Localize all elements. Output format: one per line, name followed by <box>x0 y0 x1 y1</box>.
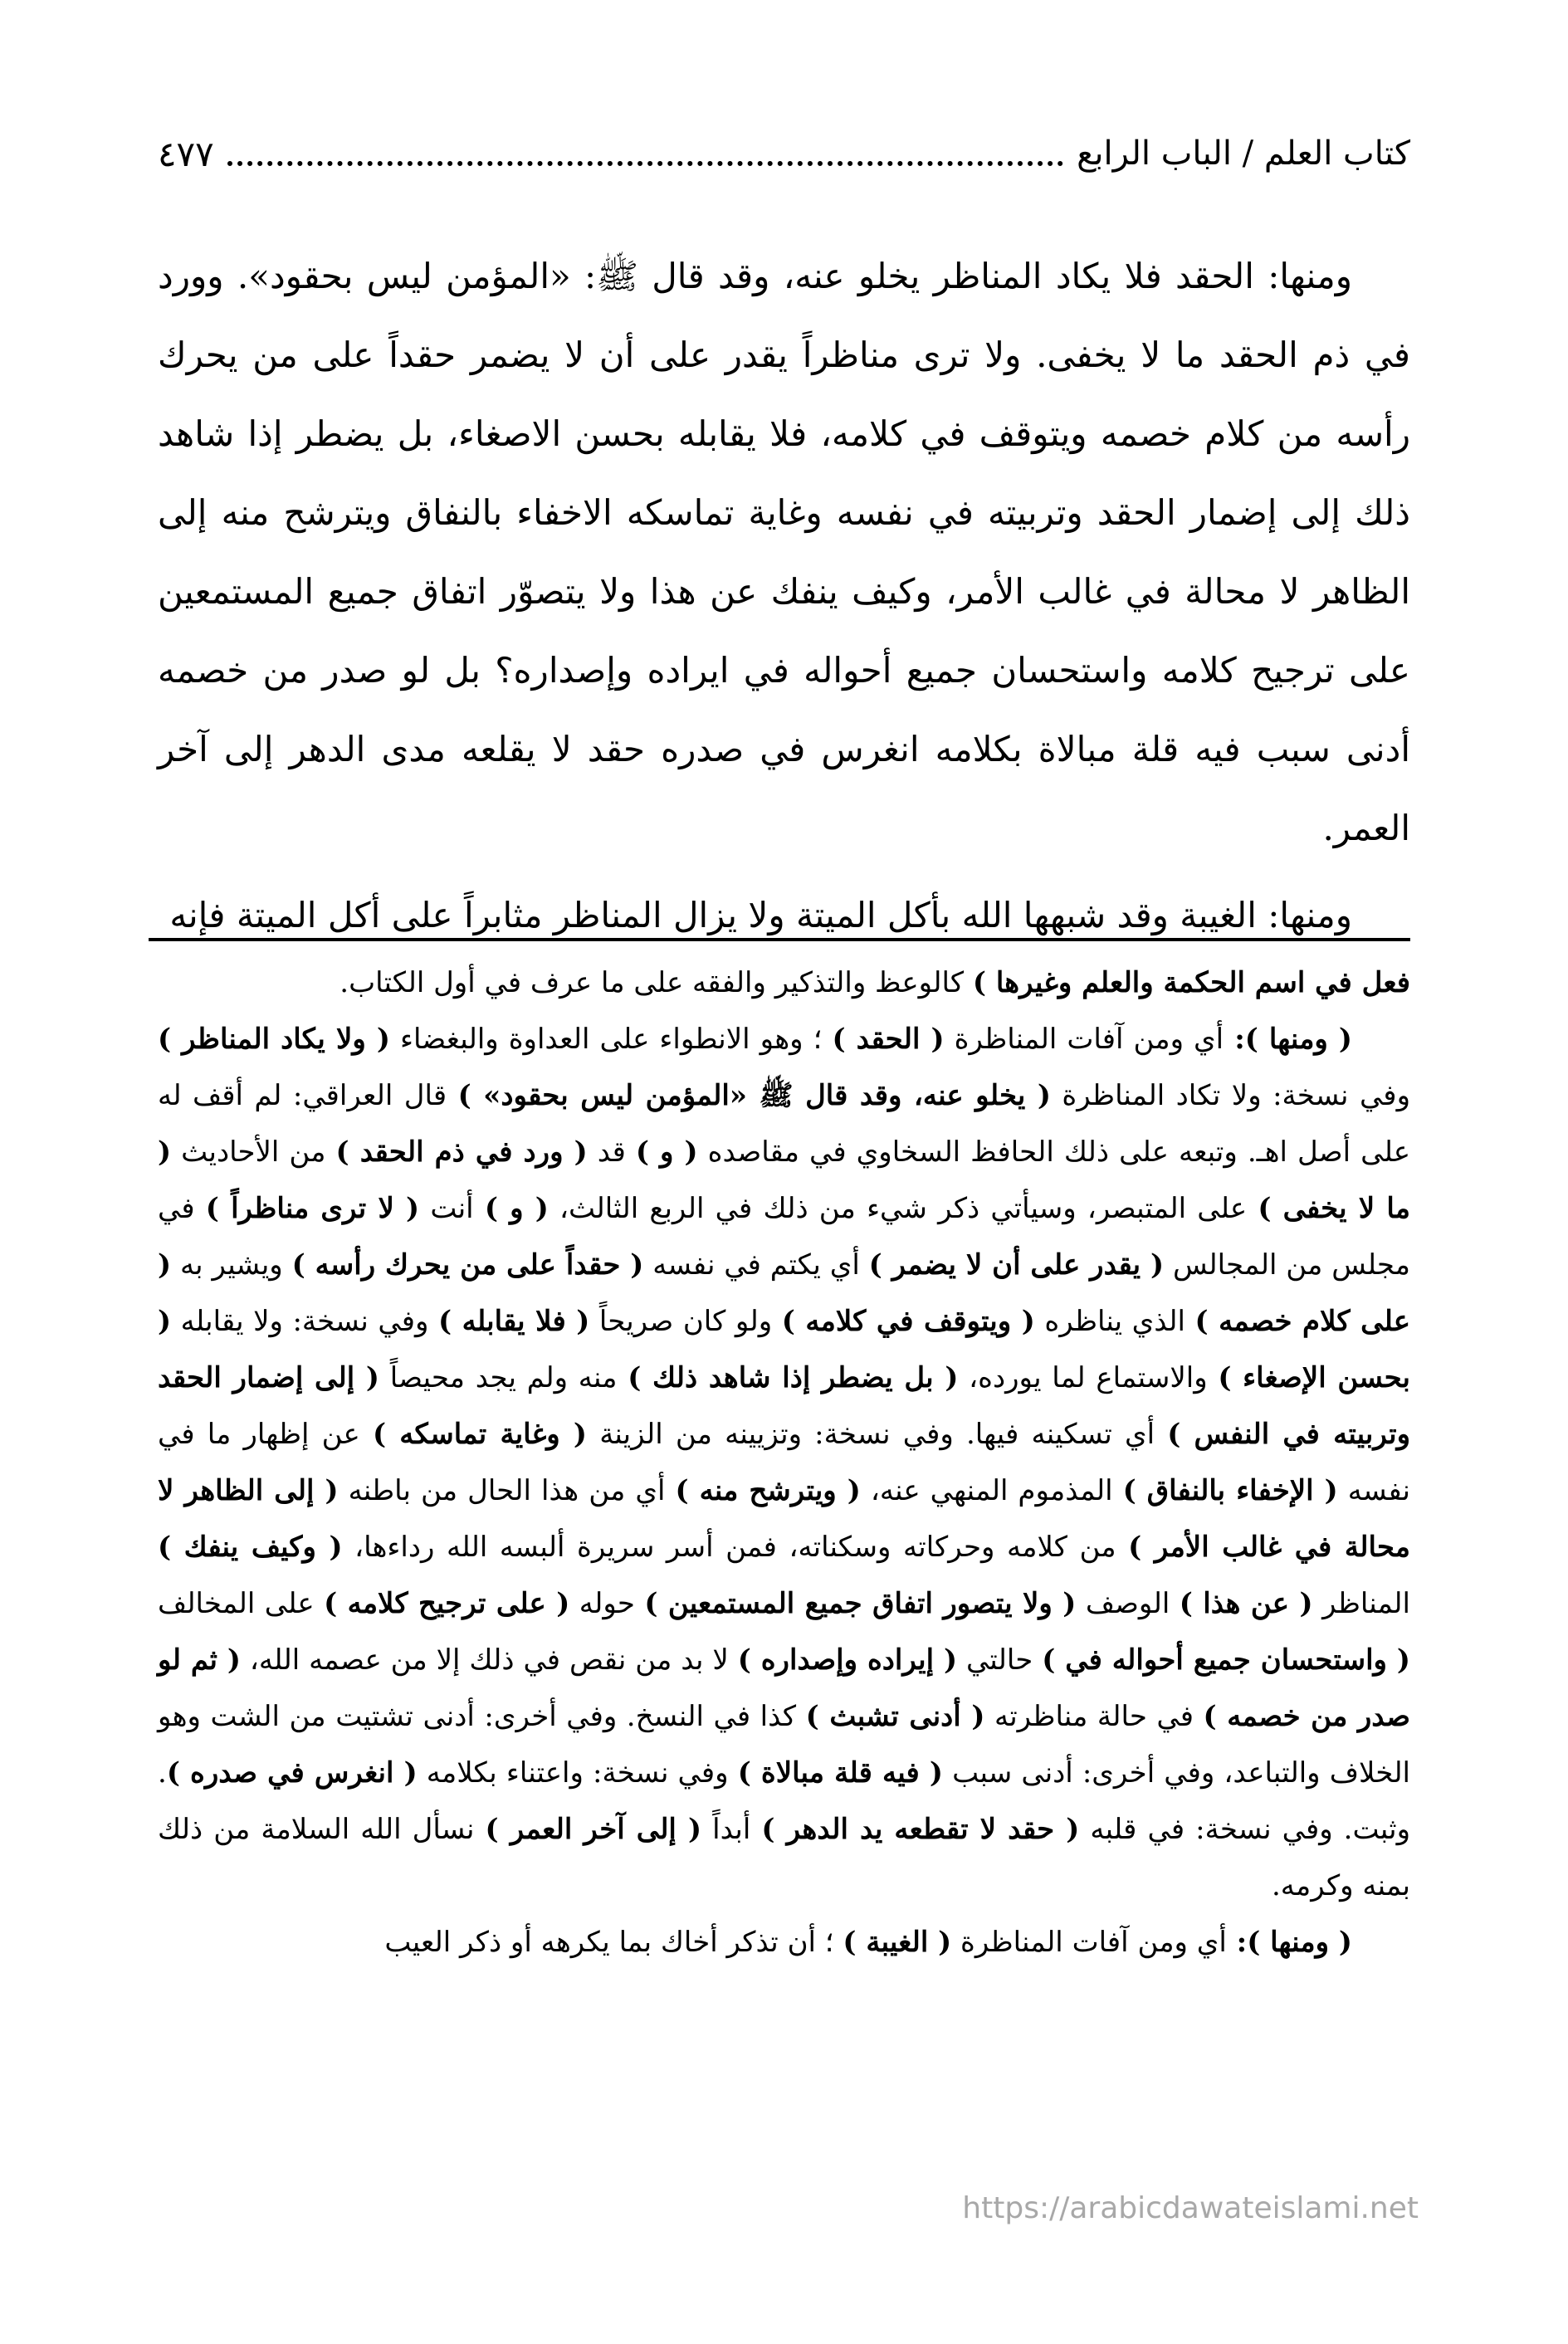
lemma-text: ( و ) <box>484 1192 549 1225</box>
lemma-text: ( ثم لو صدر من خصمه ) <box>158 1643 1410 1733</box>
lemma-text: ( إيراده وإصداره ) <box>737 1643 958 1677</box>
gloss-text: ويشير به <box>171 1248 292 1282</box>
gloss-text: أنت <box>419 1192 485 1225</box>
gloss-text: ولو كان صريحاً <box>589 1305 782 1338</box>
lemma-text: ( حقداً على من يحرك رأسه ) <box>291 1248 644 1282</box>
lemma-text: ( ومنها ): <box>1224 1023 1352 1056</box>
chapter-title: كتاب العلم / الباب الرابع <box>1077 134 1410 173</box>
gloss-text: أبداً <box>701 1813 762 1846</box>
lemma-text: ( انغرس في صدره ) <box>166 1756 418 1790</box>
gloss-text: أي من هذا الحال من باطنه <box>338 1474 676 1507</box>
gloss-text: المذموم المنهي عنه، <box>860 1474 1123 1507</box>
lemma-text: ( ما لا يخفى ) <box>158 1135 1410 1225</box>
gloss-text: . وثبت. وفي نسخة: في قلبه <box>158 1756 1411 1846</box>
lemma-text: ( يخلو عنه، وقد قال ﷺ «المؤمن ليس بحقود» ) <box>457 1079 1051 1112</box>
lemma-text: ( بل يضطر إذا شاهد ذلك ) <box>628 1361 959 1394</box>
gloss-text: قال العراقي: لم أقف له على أصل اهـ. وتبعه على ذلك الحافظ السخاوي في مقاصده <box>158 1079 1411 1169</box>
gloss-text: على المتبصر، وسيأتي ذكر شيء من ذلك في الربع الثالث، <box>548 1192 1258 1225</box>
gloss-text: من كلامه وحركاته وسكناته، فمن أسر سريرة ألبسه الله رداءها، <box>342 1531 1129 1564</box>
lemma-text: ( واستحسان جميع أحواله في ) <box>1042 1643 1411 1677</box>
gloss-text: في حالة مناظرته <box>984 1700 1204 1733</box>
commentary-paragraph <box>158 1914 1410 1970</box>
lemma-text: ( على كلام خصمه ) <box>158 1248 1411 1338</box>
main-paragraph: ومنها: الغيبة وقد شبهها الله بأكل الميتة ولا يزال المناظر مثابراً على أكل الميتة فإنه <box>169 895 1352 935</box>
lemma-text: ( إلى الظاهر لا محالة في غالب الأمر ) <box>158 1474 1411 1564</box>
commentary-paragraph <box>158 1011 1410 1914</box>
main-text <box>158 237 1410 955</box>
lemma-text: ( يقدر على أن لا يضمر ) <box>868 1248 1165 1282</box>
commentary-section <box>158 955 1410 1970</box>
gloss-text: أي يكتم في نفسه <box>643 1248 869 1282</box>
lemma-text: ( عن هذا ) <box>1179 1587 1313 1620</box>
gloss-text: كذا في النسخ. وفي أخرى: أدنى تشتيت من الشت وهو الخلاف والتباعد، وفي أخرى: أدنى سبب <box>158 1700 1411 1790</box>
commentary-paragraph <box>158 955 1410 1011</box>
lemma-text: ( ويترشح منه ) <box>675 1474 861 1507</box>
gloss-text: المناظر <box>1312 1587 1410 1620</box>
watermark-url: https://arabicdawateislami.net <box>962 2191 1419 2225</box>
lemma-text: ( فيه قلة مبالاة ) <box>737 1756 943 1790</box>
gloss-text: كالوعظ والتذكير والفقه على ما عرف في أول الكتاب. <box>339 966 973 999</box>
lemma-text: ( لا ترى مناظراً ) <box>205 1192 420 1225</box>
gloss-text: لا بد من نقص في ذلك إلا من عصمه الله، <box>240 1643 738 1677</box>
gloss-text: نسأل الله السلامة من ذلك بمنه وكرمه. <box>158 1813 1410 1902</box>
gloss-text: أي تسكينه فيها. وفي نسخة: وتزيينه من الزينة <box>587 1418 1168 1451</box>
lemma-text: ( الغيبة ) <box>843 1926 952 1959</box>
gloss-text: قد <box>587 1135 636 1169</box>
gloss-text: من الأحاديث <box>171 1135 336 1169</box>
lemma-text: ( ولا يتصور اتفاق جميع المستمعين ) <box>644 1587 1077 1620</box>
page-number: ٤٧٧ <box>158 133 214 174</box>
gloss-text: على المخالف <box>158 1587 325 1620</box>
gloss-text: الذي يناظره <box>1034 1305 1195 1338</box>
lemma-text: ( ورد في ذم الحقد ) <box>335 1135 588 1169</box>
separator-line <box>149 938 1410 941</box>
gloss-text: والاستماع لما يورده، <box>958 1361 1219 1394</box>
lemma-text: ( الحقد ) <box>832 1023 945 1056</box>
lemma-text: ( ويتوقف في كلامه ) <box>781 1305 1035 1338</box>
gloss-text: وفي نسخة: واعتناء بكلامه <box>417 1756 738 1790</box>
gloss-text: في مجلس من المجالس <box>158 1192 1410 1282</box>
lemma-text: ( إلى آخر العمر ) <box>485 1813 702 1846</box>
gloss-text: ؛ وهو الانطواء على العداوة والبغضاء <box>389 1023 833 1056</box>
running-header <box>158 125 1410 183</box>
main-paragraph: ومنها: الحقد فلا يكاد المناظر يخلو عنه، وقد قال ﷺ: «المؤمن ليس بحقود». وورد في ذم الحقد ما لا يخفى. ولا ترى مناظراً يقدر على أن لا يضمر حقداً على من يحرك رأسه من كلام خصمه ويتوقف في كلامه، فلا يقابله بحسن الاصغاء، بل يضطر إذا شاهد ذلك إلى إضمار الحقد وتربيته في نفسه وغاية تماسكه الاخفاء بالنفاق ويترشح منه إلى الظاهر لا محالة في غالب الأمر، وكيف ينفك عن هذا ولا يتصوّر اتفاق جميع المستمعين على ترجيح كلامه واستحسان جميع أحواله في ايراده وإصداره؟ بل لو صدر من خصمه أدنى سبب فيه قلة مبالاة بكلامه انغرس في صدره حقد لا يقلعه مدى الدهر إلى آخر العمر. <box>158 256 1410 848</box>
lemma-text: ( ومنها ): <box>1226 1926 1352 1959</box>
lemma-text: ( و ) <box>635 1135 698 1169</box>
gloss-text: حوله <box>569 1587 645 1620</box>
lemma-text: ( أدنى تشبث ) <box>805 1700 985 1733</box>
lemma-text: ( وغاية تماسكه ) <box>373 1418 588 1451</box>
gloss-text: أي ومن آفات المناظرة <box>951 1926 1227 1959</box>
gloss-text: منه ولم يجد محيصاً <box>379 1361 628 1394</box>
leader-dots <box>227 161 1063 166</box>
lemma-text: ( على ترجيح كلامه ) <box>324 1587 570 1620</box>
gloss-text: ؛ أن تذكر أخاك بما يكرهه أو ذكر العيب <box>384 1926 843 1959</box>
gloss-text: عن إظهار ما في نفسه <box>158 1418 1411 1507</box>
lemma-text: فعل في اسم الحكمة والعلم وغيرها ) <box>972 966 1410 999</box>
lemma-text: ( ولا يكاد المناظر ) <box>158 1023 390 1056</box>
lemma-text: ( إلى إضمار الحقد وتربيته في النفس ) <box>158 1361 1410 1451</box>
gloss-text: وفي نسخة: ولا يقابله <box>171 1305 438 1338</box>
lemma-text: ( بحسن الإصغاء ) <box>158 1305 1411 1394</box>
lemma-text: ( الإخفاء بالنفاق ) <box>1122 1474 1338 1507</box>
lemma-text: ( حقد لا تقطعه يد الدهر ) <box>761 1813 1080 1846</box>
gloss-text: الوصف <box>1076 1587 1180 1620</box>
gloss-text: حالتي <box>957 1643 1043 1677</box>
lemma-text: ( وكيف ينفك ) <box>158 1531 343 1564</box>
gloss-text: وفي نسخة: ولا تكاد المناظرة <box>1050 1079 1410 1112</box>
lemma-text: ( فلا يقابله ) <box>437 1305 590 1338</box>
gloss-text: أي ومن آفات المناظرة <box>944 1023 1224 1056</box>
